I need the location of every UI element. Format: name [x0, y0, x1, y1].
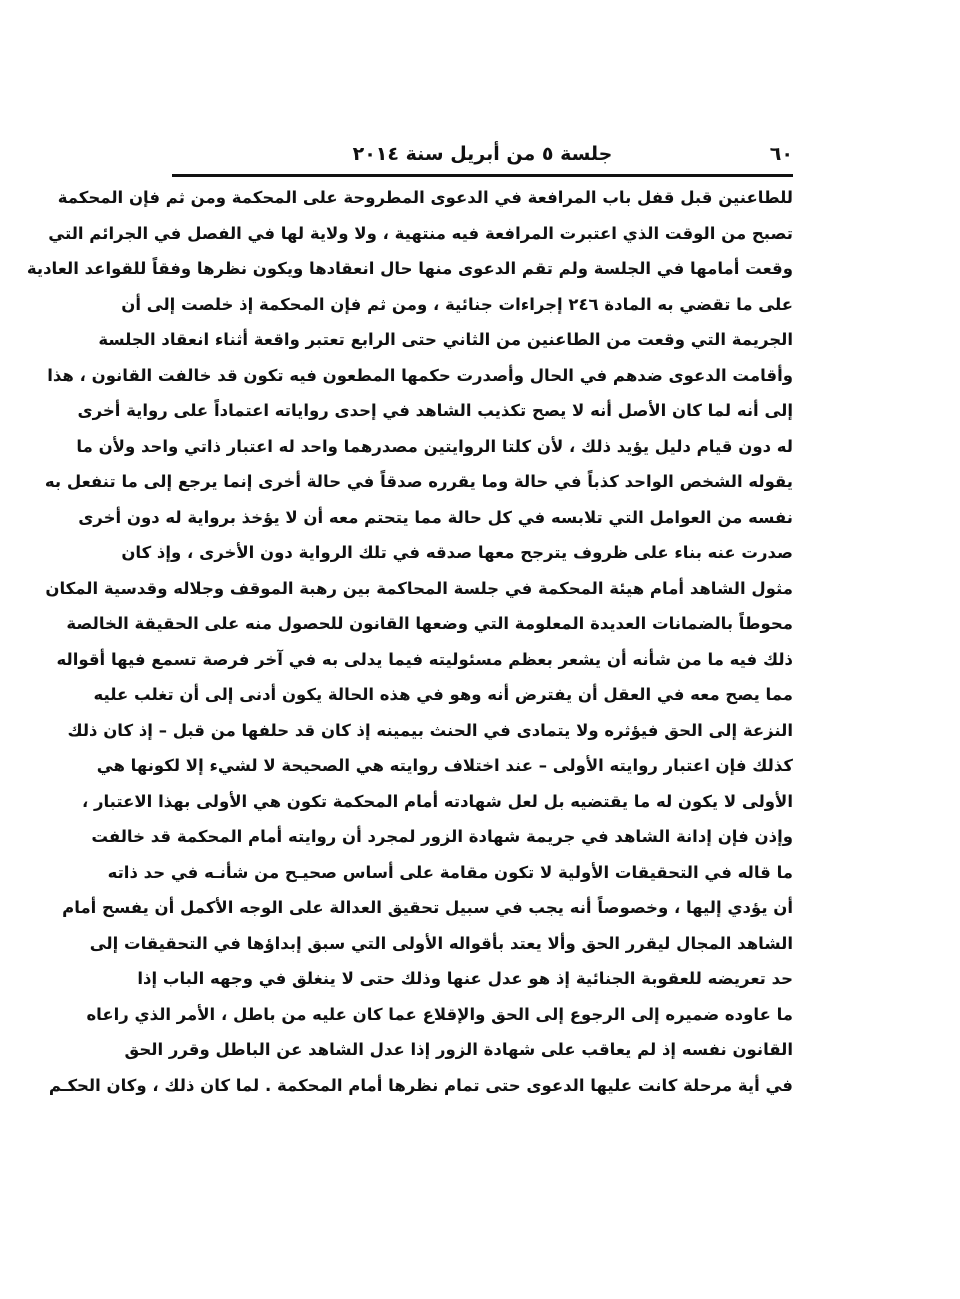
page-number: ٦٠: [769, 143, 793, 165]
text-line: وإذن فإن إدانة الشاهد في جريمة شهادة الزور لمجرد أن روايته أمام المحكمة قد خالفت: [91, 827, 793, 846]
text-line: نفسه من العوامل التي تلابسه في كل حالة مما يتحتم معه أن لا يؤخذ برواية له دون أخرى: [78, 507, 793, 527]
text-line: صدرت عنه بناء على ظروف يترجح معها صدقه في تلك الرواية دون الأخرى ، وإذ كان: [121, 543, 793, 562]
text-line: في أية مرحلة كانت عليها الدعوى حتى تمام نظرها أمام المحكمة . لما كان ذلك ، وكان الحكـم: [48, 1075, 793, 1095]
page-header: [172, 132, 793, 172]
text-line: كذلك فإن اعتبار روايته الأولى – عند اختلاف روايته هي الصحيحة لا لشيء إلا لكونها هي: [96, 756, 793, 775]
text-line: ذلك فيه ما من شأنه أن يشعر بعظم مسئوليته فيما يدلى به في آخر فرصة تسمع فيها أقواله: [56, 649, 793, 669]
text-line: على ما تقضي به المادة ٢٤٦ إجراءات جنائية ، ومن ثم فإن المحكمة إذ خلصت إلى أن: [121, 294, 793, 314]
text-line: مما يصح معه في العقل أن يفترض أنه وهو في هذه الحالة يكون أدنى إلى أن تغلب عليه: [93, 685, 793, 704]
text-line: ما عاوده ضميره إلى الرجوع إلى الحق والإقلاع عما كان عليه من باطل ، الأمر الذي راعاه: [86, 1004, 793, 1024]
body-text: [26, 180, 793, 1103]
running-title: جلسة ٥ من أبريل سنة ٢٠١٤: [352, 143, 613, 165]
text-line: أن يؤدي إليها ، وخصوصاً أنه يجب في سبيل تحقيق العدالة على الوجه الأكمل أن يفسح أمام: [62, 898, 793, 917]
text-line: وأقامت الدعوى ضدهم في الحال وأصدرت حكمها المطعون فيه تكون قد خالفت القانون ، هذا: [47, 365, 793, 385]
text-line: الأولى لا يكون له ما يقتضيه بل لعل شهادته أمام المحكمة تكون هي الأولى بهذا الاعتبار ،: [81, 791, 793, 811]
text-line: للطاعنين قبل قفل باب المرافعة في الدعوى المطروحة على المحكمة ومن ثم فإن المحكمة: [57, 188, 793, 207]
text-line: تصبح من الوقت الذي اعتبرت المرافعة فيه منتهية ، ولا ولاية لها في الفصل في الجرائم التي: [48, 223, 793, 243]
text-line: يقوله الشخص الواحد كذباً في حالة وما يقرره صدقاً في حالة أخرى إنما يرجع إلى ما تنفعل به: [44, 472, 793, 491]
text-line: مثول الشاهد أمام هيئة المحكمة في جلسة المحاكمة بين رهبة الموقف وجلاله وقدسية المكان: [45, 578, 793, 598]
text-line: الجريمة التي وقعت من الطاعنين من الثاني حتى الرابع تعتبر واقعة أثناء انعقاد الجلسة: [98, 330, 793, 349]
text-line: الشاهد المجال ليقرر الحق وألا يعتد بأقواله الأولى التي سبق إبداؤها في التحقيقات إلى: [89, 933, 793, 953]
text-line: له دون قيام دليل يؤيد ذلك ، لأن كلتا الروايتين مصدرهما واحد له اعتبار ذاتي واحد ولأن ما: [76, 436, 793, 456]
text-line: إلى أنه لما كان الأصل أنه لا يصح تكذيب الشاهد في إحدى رواياته اعتماداً على رواية أخرى: [77, 401, 793, 420]
header-rule: [172, 174, 793, 177]
text-line: ما قاله في التحقيقات الأولية لا تكون مقامة على أساس صحيـح من شأنـه في حد ذاته: [107, 862, 793, 882]
text-line: القانون نفسه إذ لم يعاقب على شهادة الزور إذا عدل الشاهد عن الباطل وقرر الحق: [124, 1040, 793, 1059]
text-line: النزعة إلى الحق فيؤثره ولا يتمادى في الحنث بيمينه إذ كان قد حلفها من قبل – إذ كان ذلك: [67, 720, 793, 740]
text-line: وقعت أمامها في الجلسة ولم تقم الدعوى منها حال انعقادها ويكون نظرها وفقاً للقواعد العادية: [26, 259, 793, 278]
text-line: حد تعريضه للعقوبة الجنائية إذ هو عدل عنها وذلك حتى لا ينغلق في وجهه الباب إذا: [137, 969, 793, 988]
text-line: محوطاً بالضمانات العديدة المعلومة التي وضعها القانون للحصول منه على الحقيقة الخالصة: [66, 614, 793, 633]
